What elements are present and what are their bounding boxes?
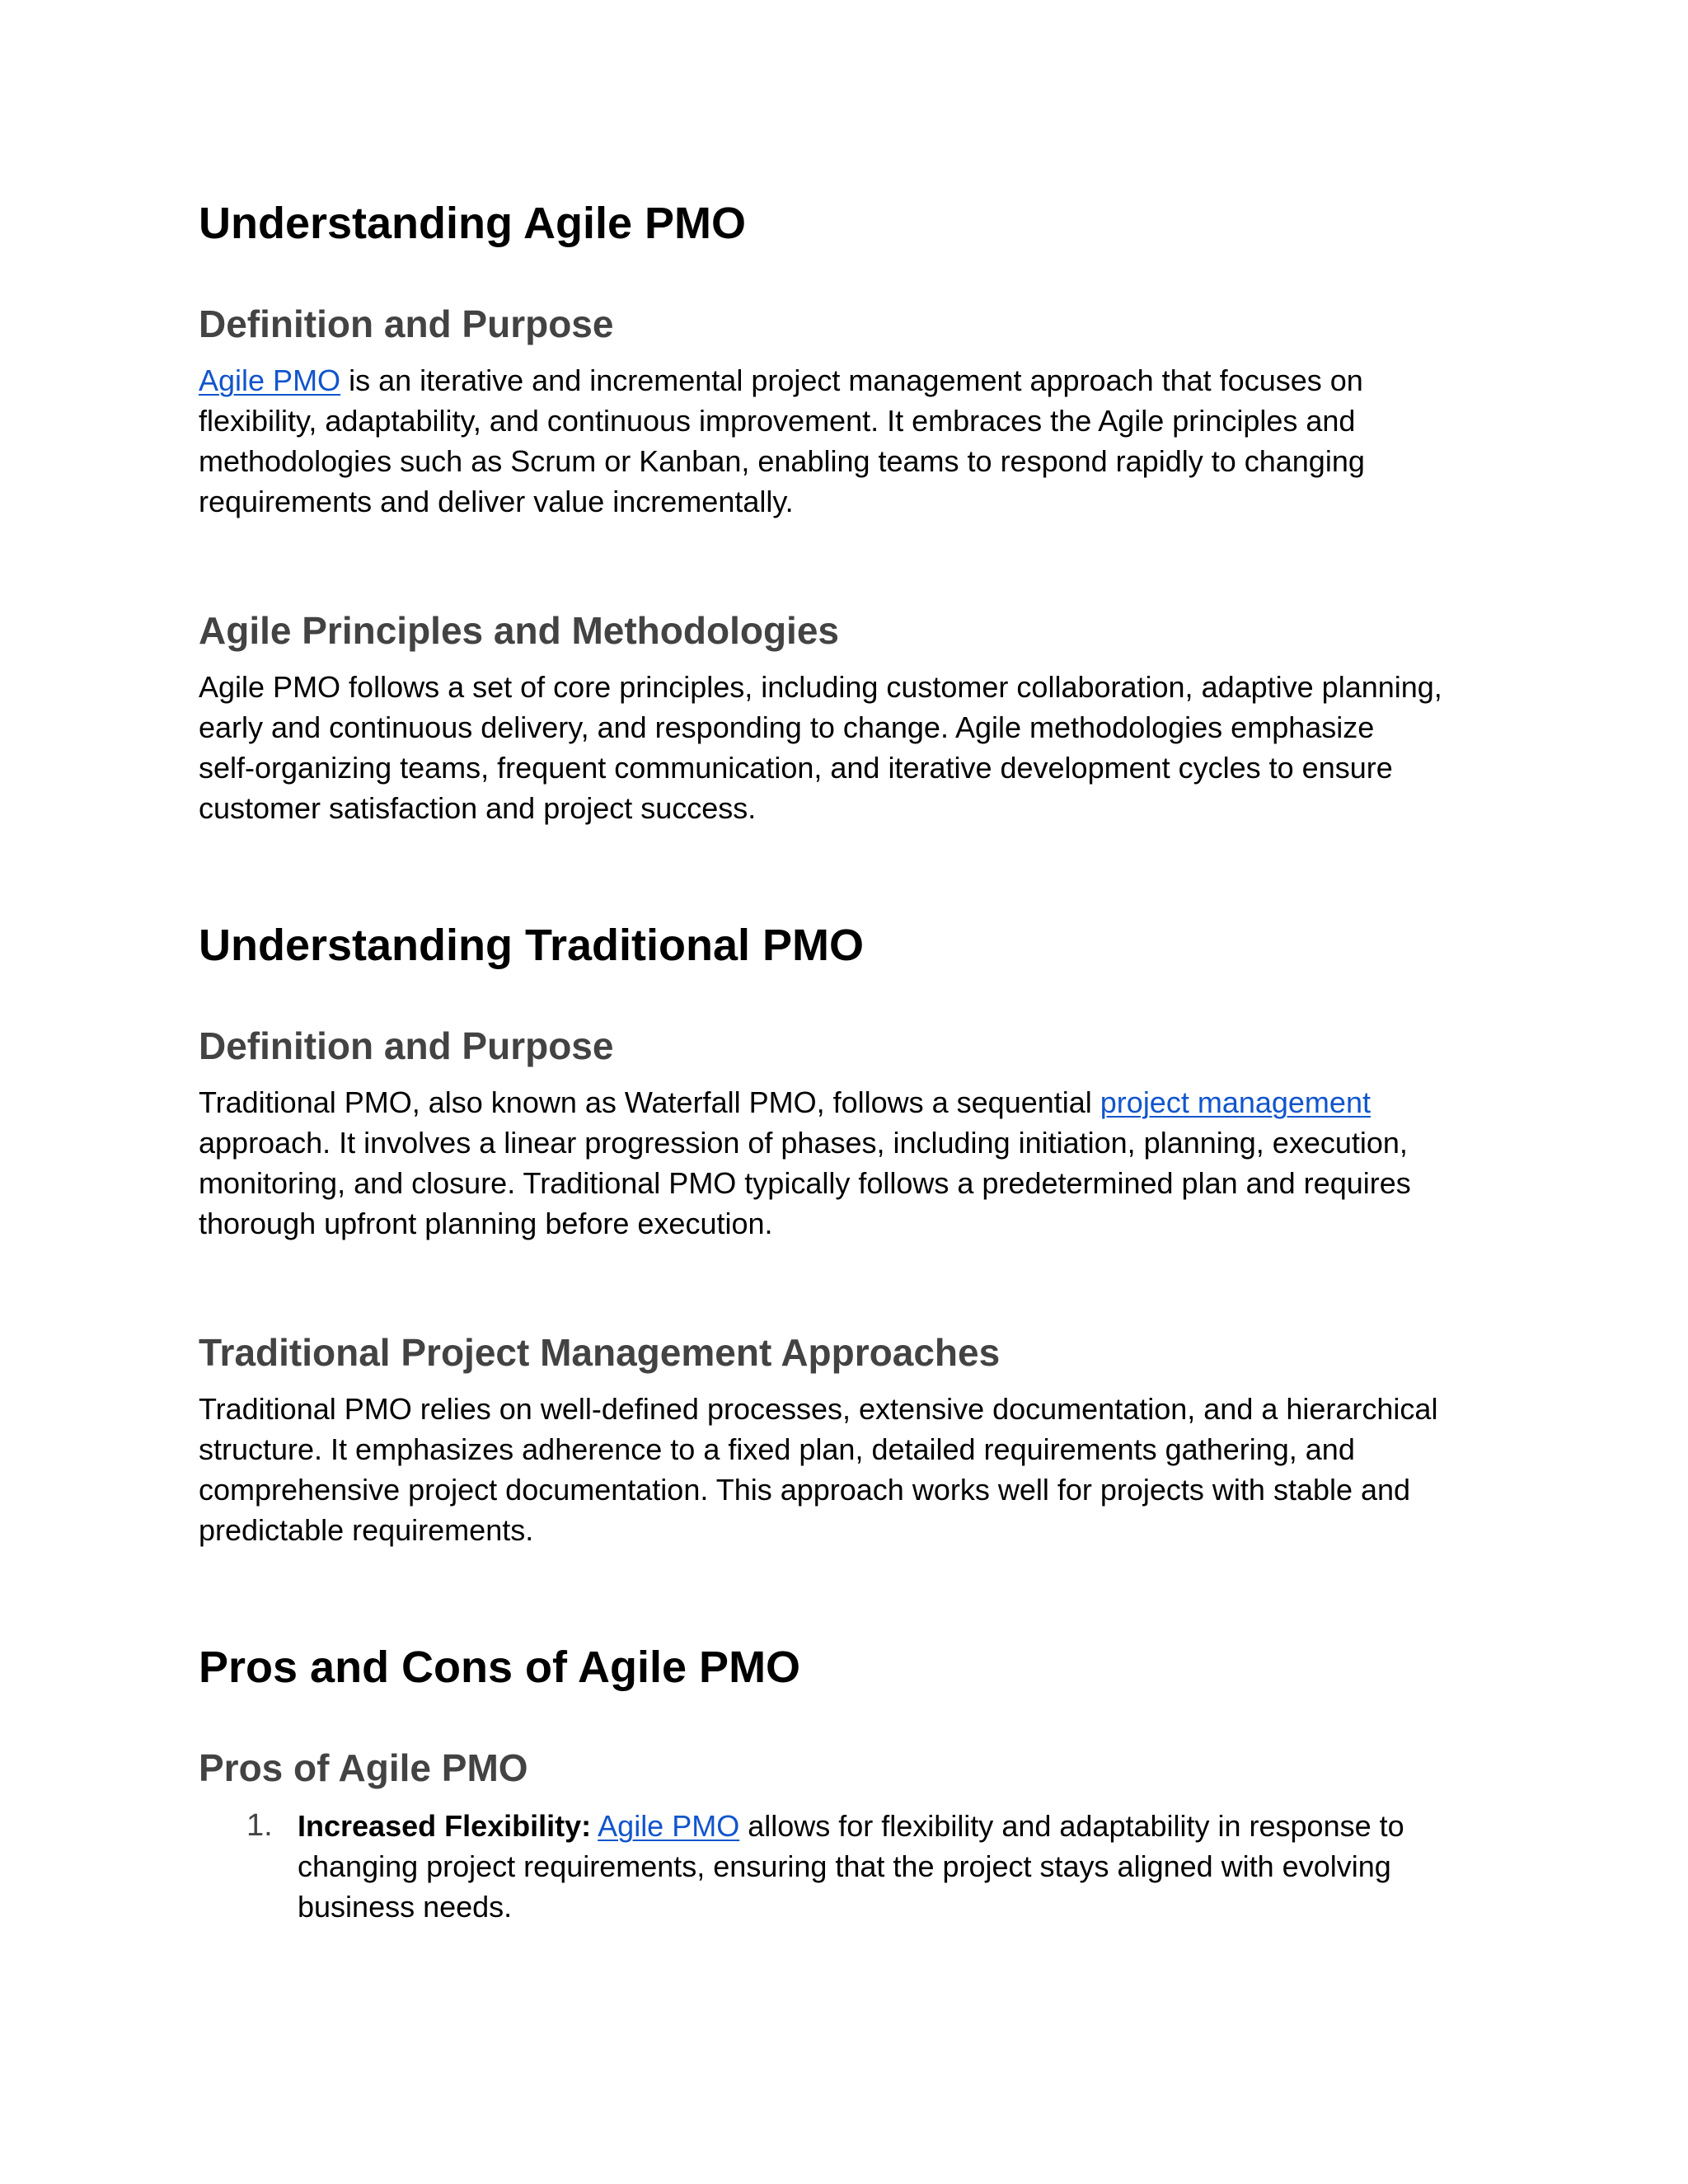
subheading-agile-principles: Agile Principles and Methodologies (199, 609, 839, 652)
paragraph-traditional-definition (199, 1082, 1501, 1244)
list-item-line (298, 1806, 1501, 1846)
paragraph-line: early and continuous delivery, and responding to change. Agile methodologies emphasize (199, 710, 1375, 744)
list-item-line: changing project requirements, ensuring that the project stays aligned with evolving (298, 1849, 1391, 1883)
paragraph-line: methodologies such as Scrum or Kanban, enabling teams to respond rapidly to changing (199, 444, 1365, 478)
paragraph-text: is an iterative and incremental project management approach that focuses on (340, 363, 1363, 397)
list-item-line: business needs. (298, 1890, 513, 1924)
project-management-link[interactable]: project management (1100, 1085, 1371, 1119)
list-item-body (298, 1806, 1501, 1927)
paragraph-line: predictable requirements. (199, 1513, 534, 1547)
paragraph-traditional-approaches (199, 1389, 1501, 1550)
subheading-traditional-definition: Definition and Purpose (199, 1024, 614, 1067)
paragraph-line: approach. It involves a linear progression of phases, including initiation, planning, execution, (199, 1126, 1408, 1160)
paragraph-line: Agile PMO follows a set of core principles, including customer collaboration, adaptive planning, (199, 670, 1442, 704)
pros-list (199, 1806, 1501, 1927)
list-item (199, 1806, 1501, 1927)
subheading-pros-of-agile-pmo: Pros of Agile PMO (199, 1746, 528, 1789)
subheading-traditional-approaches: Traditional Project Management Approaches (199, 1331, 1001, 1374)
list-item-title: Increased Flexibility: (298, 1809, 592, 1843)
paragraph-line (199, 360, 1501, 401)
paragraph-line: thorough upfront planning before execution. (199, 1207, 773, 1240)
paragraph-agile-definition (199, 360, 1501, 522)
paragraph-line: comprehensive project documentation. This approach works well for projects with stable and (199, 1473, 1411, 1507)
subheading-agile-definition: Definition and Purpose (199, 302, 614, 345)
paragraph-line: self-organizing teams, frequent communication, and iterative development cycles to ensure (199, 751, 1393, 785)
paragraph-agile-principles (199, 667, 1501, 828)
paragraph-text: Traditional PMO, also known as Waterfall PMO, follows a sequential (199, 1085, 1100, 1119)
paragraph-line: requirements and deliver value incrementally. (199, 485, 794, 518)
paragraph-line (199, 1082, 1501, 1122)
list-number: 1. (246, 1808, 273, 1843)
paragraph-line: customer satisfaction and project success. (199, 791, 757, 825)
agile-pmo-link[interactable]: Agile PMO (199, 363, 341, 397)
paragraph-line: flexibility, adaptability, and continuous improvement. It embraces the Agile principles and (199, 404, 1356, 438)
agile-pmo-link[interactable]: Agile PMO (598, 1809, 740, 1843)
heading-understanding-agile-pmo: Understanding Agile PMO (199, 199, 747, 248)
heading-pros-and-cons-agile-pmo: Pros and Cons of Agile PMO (199, 1643, 801, 1692)
paragraph-line: monitoring, and closure. Traditional PMO typically follows a predetermined plan and requires (199, 1166, 1411, 1200)
paragraph-line: structure. It emphasizes adherence to a fixed plan, detailed requirements gathering, and (199, 1432, 1355, 1466)
list-item-text: allows for flexibility and adaptability in response to (739, 1809, 1404, 1843)
paragraph-line: Traditional PMO relies on well-defined processes, extensive documentation, and a hierarchical (199, 1392, 1438, 1426)
heading-understanding-traditional-pmo: Understanding Traditional PMO (199, 921, 865, 970)
